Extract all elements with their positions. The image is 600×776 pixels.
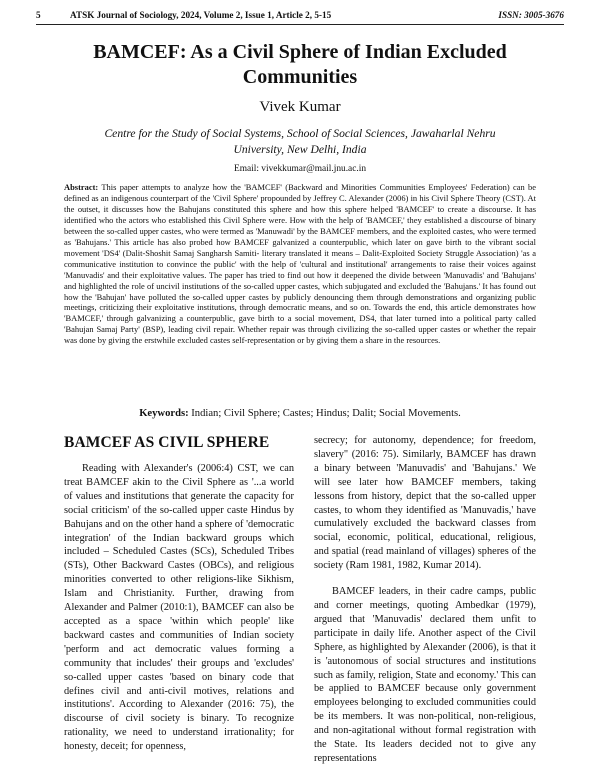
left-column: [64, 462, 294, 754]
keywords-text: Indian; Civil Sphere; Castes; Hindus; Dalit; Social Movements.: [191, 408, 461, 419]
author-affiliation: Centre for the Study of Social Systems, School of Social Sciences, Jawaharlal Nehru University, New Delhi, India: [104, 127, 496, 156]
author-email: Email: vivekkumar@mail.jnu.ac.in: [233, 164, 367, 174]
section-heading: BAMCEF AS CIVIL SPHERE: [64, 434, 270, 451]
page-number: 5: [36, 10, 41, 20]
article-title: BAMCEF: As a Civil Sphere of Indian Excluded Communities: [93, 41, 507, 88]
keywords: [0, 408, 600, 419]
running-header: [36, 10, 564, 25]
issn: ISSN: 3005-3676: [498, 10, 564, 20]
abstract-label: Abstract:: [64, 182, 99, 192]
abstract: [64, 182, 536, 346]
keywords-label: Keywords:: [139, 408, 189, 419]
abstract-text: This paper attempts to analyze how the 'BAMCEF' (Backward and Minorities Communities Employees' Federation) can be defined as an indigenous counterpart of the 'Civil Sphere' propounded by Jeffrey C. Alexander (2006) in his Civil Sphere Theory (CST). At the outset, it discusses how the Bahujans constituted this sphere and how this sphere helped 'BAMCEF' to create a discourse. It has identified who the actors who established this Civil Sphere were. How with the help of 'BAMCEF,' they established a discourse of binary between the so-called upper castes, who were termed as 'Manuwadi' by the BAMCEF members, and the exploited castes, who were termed as 'Bahujans.' This article has also probed how BAMCEF galvanized a counterpublic, which later on gave birth to the vibrant social movement 'DS4' (Dalit-Shoshit Samaj Sangharsh Samiti- literary translated it means – Dalit-Exploited Society Struggle Association) 'as a communicative institution to convince the public' with the help of 'cultural and institutional' arrangements to raise their voices against 'Manuvadis' and their exploitative values. The paper has tried to find out how it deepened the divide between 'Manuvadis' and 'Bahujans' and highlighted the role of uncivil institutions of the so-called upper castes, which subjugated and excluded the 'Bahujans.' It has found out how the 'Bahujan' have polluted the so-called upper castes by publicly denouncing them through demonstrations and organizing public meetings, criticizing their exploitative institutions, through democratic means, and so on. Towards the end, this article demonstrates how 'BAMCEF,' through galvanizing a counterpublic, gave birth to a social movement, DS4, that later turned into a political party called 'Bahujan Samaj Party' (BSP), leading civil repair. Whether repair was through civilizing the so-called upper castes or whether the repair was done by giving the erstwhile excluded castes self-representation or by giving them a share in the resources.: [64, 182, 536, 346]
body-paragraph: secrecy; for autonomy, dependence; for freedom, slavery" (2016: 75). Similarly, BAMCEF has drawn a binary between 'Manuvadis' and 'Bahujans.' We will see later how BAMCEF members, taking lessons from history, depict that the so-called upper castes, to whom they identified as 'Manuvadis,' have cumulatively excluded the backward classes from social, economic, political, educational, religious, and spatial (read mainland of villages) spheres of the society (Ram 1981, 1982, Kumar 2014).: [314, 435, 536, 572]
body-paragraph: Reading with Alexander's (2006:4) CST, we can treat BAMCEF akin to the Civil Sphere as '...a world of values and institutions that generate the capacity for social criticism' of the so-called upper caste Hindus by Bahujans and on the other hand a sphere of 'democratic integration' of the Indian backward groups which included – Scheduled Castes (SCs), Scheduled Tribes (STs), Other Backward Castes (OBCs), and religious minorities converted to other religions-like Sikhism, Islam and Christianity. Further, drawing from Alexander and Palmer (2010:1), BAMCEF can also be accepted as a space 'within which people' like backward castes and communities of Indian society 'perform and act democratic values forming a community that includes' their groups and 'excludes' so-called upper castes 'based on binary code that defines civil and anti-civil motives, relations and institutions'. According to Alexander (2016: 75), the discourse of civil society is binary. To recognize rationality, we need to understand irrationality; for honesty, deceit; for openness,: [64, 463, 294, 753]
right-column: [314, 434, 536, 766]
author-name: Vivek Kumar: [259, 99, 341, 115]
body-paragraph: BAMCEF leaders, in their cadre camps, public and corner meetings, quoting Ambedkar (1979), argued that 'Manuvadis' declared them unfit to participate in daily life. Another aspect of the Civil Sphere, as highlighted by Alexander (2006), is that it is 'autonomous of social structures and institutions such as family, religion, State and economy.' This can be applied to BAMCEF because only government employees belonging to excluded communities could be its members. It was non-political, non-religious, and non-agitational without formal registration with the State. Its leaders decided not to give any representations: [314, 586, 536, 764]
journal-citation: ATSK Journal of Sociology, 2024, Volume 2, Issue 1, Article 2, 5-15: [70, 10, 332, 20]
